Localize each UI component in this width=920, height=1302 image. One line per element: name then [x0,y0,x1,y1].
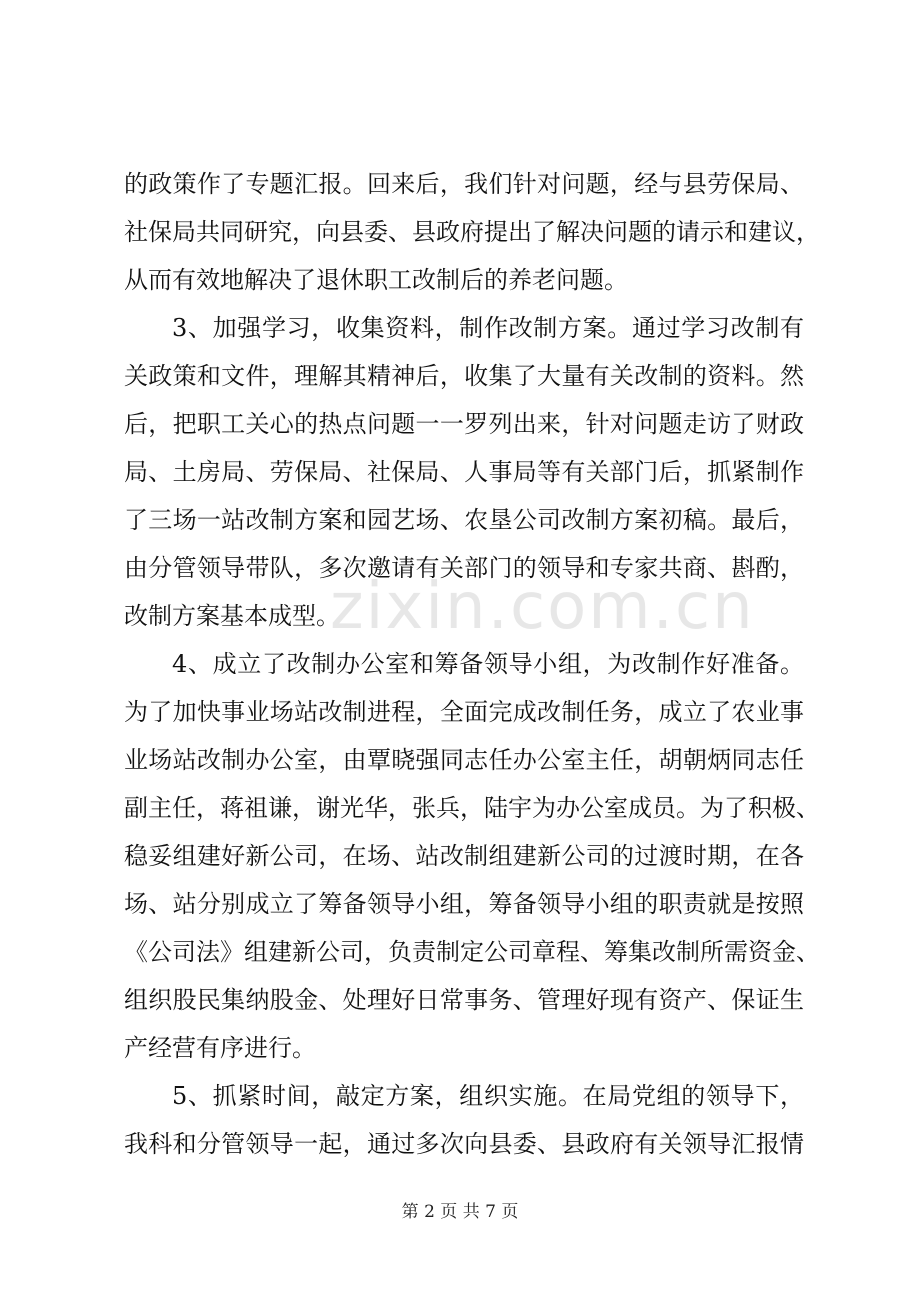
text-line: 稳妥组建好新公司，在场、站改制组建新公司的过渡时期，在各 [124,842,804,870]
body-text [124,160,820,1168]
text-line: 的政策作了专题汇报。回来后，我们针对问题，经与县劳保局、 [124,170,804,198]
watermark: zixin.com.cn [330,570,755,644]
page-footer [0,1201,920,1223]
text-line: 由分管领导带队，多次邀请有关部门的领导和专家共商、斟酌， [124,554,804,582]
text-line: 为了加快事业场站改制进程，全面完成改制任务，成立了农业事 [124,698,804,726]
text-line: 社保局共同研究，向县委、县政府提出了解决问题的请示和建议， [124,218,820,246]
text-line: 关政策和文件，理解其精神后，收集了大量有关改制的资料。然 [124,362,804,390]
text-line: 《公司法》组建新公司，负责制定公司章程、筹集改制所需资金、 [124,938,820,966]
text-line: 4、成立了改制办公室和筹备领导小组，为改制作好准备。 [172,650,804,678]
text-line: 3、加强学习，收集资料，制作改制方案。通过学习改制有 [172,314,804,342]
text-line: 副主任，蒋祖谦，谢光华，张兵，陆宇为办公室成员。为了积极、 [124,794,820,822]
page-indicator: 第 2 页 共 7 页 [401,1202,519,1222]
text-line: 改制方案基本成型。 [124,602,340,630]
text-line: 场、站分别成立了筹备领导小组，筹备领导小组的职责就是按照 [124,890,804,918]
text-line: 从而有效地解决了退休职工改制后的养老问题。 [124,266,628,294]
text-line: 组织股民集纳股金、处理好日常事务、管理好现有资产、保证生 [124,986,804,1014]
text-line: 5、抓紧时间，敲定方案，组织实施。在局党组的领导下， [172,1082,804,1110]
text-line: 我科和分管领导一起，通过多次向县委、县政府有关领导汇报情 [124,1130,804,1158]
text-line: 了三场一站改制方案和园艺场、农垦公司改制方案初稿。最后， [124,506,804,534]
text-line: 局、土房局、劳保局、社保局、人事局等有关部门后，抓紧制作 [124,458,804,486]
text-line: 业场站改制办公室，由覃晓强同志任办公室主任，胡朝炳同志任 [124,746,804,774]
text-line: 后，把职工关心的热点问题一一罗列出来，针对问题走访了财政 [124,410,804,438]
text-line: 产经营有序进行。 [124,1034,316,1062]
